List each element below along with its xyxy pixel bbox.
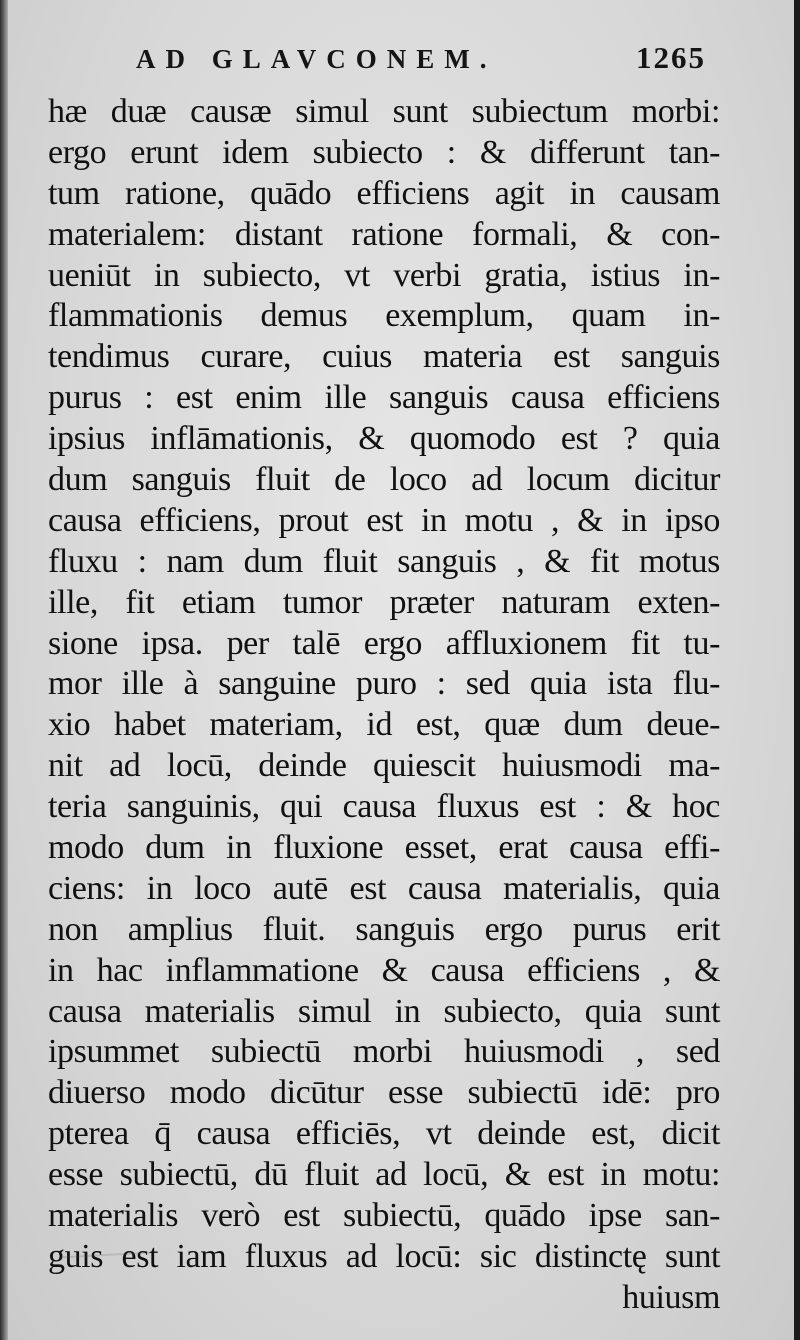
running-head bbox=[8, 40, 794, 90]
text-line: esse subiectū, dū fluit ad locū, & est in motu: bbox=[48, 1156, 720, 1194]
text-line: causa efficiens, prout est in motu , & in ipso bbox=[48, 501, 720, 539]
text-line: materialem: distant ratione formali, & con- bbox=[48, 215, 720, 253]
text-line: teria sanguinis, qui causa fluxus est : & hoc bbox=[48, 788, 720, 826]
text-line: xio habet materiam, id est, quæ dum deue- bbox=[48, 706, 720, 744]
text-line: mor ille à sanguine puro : sed quia ista flu- bbox=[48, 665, 720, 703]
text-line: nit ad locū, deinde quiescit huiusmodi ma- bbox=[48, 747, 720, 785]
faint-library-stamp bbox=[59, 1230, 150, 1259]
text-line: flammationis demus exemplum, quam in- bbox=[48, 297, 720, 335]
text-line: ueniūt in subiecto, vt verbi gratia, istius in- bbox=[48, 256, 720, 294]
text-line: tum ratione, quādo efficiens agit in causam bbox=[48, 174, 720, 212]
text-line: guis est iam fluxus ad locū: sic distinctę sunt bbox=[48, 1237, 720, 1275]
text-line: ipsius inflāmationis, & quomodo est ? quia bbox=[48, 420, 720, 458]
body-text bbox=[48, 92, 720, 1319]
text-line: hæ duæ causæ simul sunt subiectum morbi: bbox=[48, 93, 720, 130]
text-line: causa materialis simul in subiecto, quia sunt bbox=[48, 992, 720, 1030]
text-line: materialis verò est subiectū, quādo ipse san- bbox=[48, 1197, 720, 1235]
text-line: in hac inflammatione & causa efficiens , & bbox=[48, 951, 720, 989]
text-line: pterea q̄ causa efficiēs, vt deinde est, dicit bbox=[48, 1115, 720, 1153]
text-line: ipsummet subiectū morbi huiusmodi , sed bbox=[48, 1033, 720, 1071]
page-number: 1265 bbox=[636, 40, 706, 75]
book-page bbox=[8, 0, 794, 1340]
text-line: fluxu : nam dum fluit sanguis , & fit motus bbox=[48, 542, 720, 580]
text-line: non amplius fluit. sanguis ergo purus erit bbox=[48, 910, 720, 948]
running-head-title: AD GLAVCONEM. bbox=[136, 44, 497, 74]
text-line: diuerso modo dicūtur esse subiectū idē: pro bbox=[48, 1074, 720, 1112]
text-line: sione ipsa. per talē ergo affluxionem fit tu- bbox=[48, 624, 720, 662]
text-line: tendimus curare, cuius materia est sanguis bbox=[48, 338, 720, 376]
text-line: ergo erunt idem subiecto : & differunt tan- bbox=[48, 133, 720, 171]
text-line: ille, fit etiam tumor præter naturam exten- bbox=[48, 583, 720, 621]
text-line: dum sanguis fluit de loco ad locum dicitur bbox=[48, 461, 720, 499]
text-line: ciens: in loco autē est causa materialis, quia bbox=[48, 869, 720, 907]
text-line: modo dum in fluxione esset, erat causa effi- bbox=[48, 829, 720, 867]
text-line: purus : est enim ille sanguis causa efficiens bbox=[48, 379, 720, 417]
catchword: huiusm bbox=[622, 1278, 720, 1316]
